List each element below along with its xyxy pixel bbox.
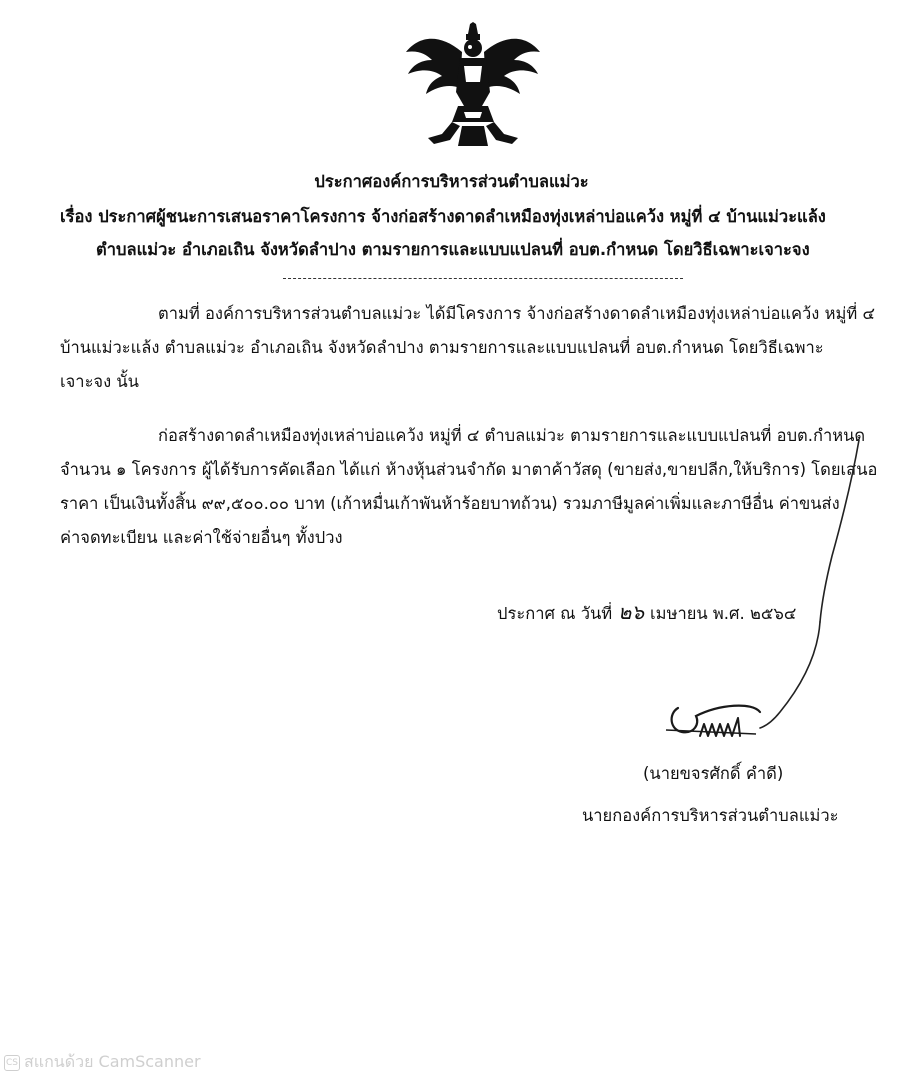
paragraph-2-line-4: ค่าจดทะเบียน และค่าใช้จ่ายอื่นๆ ทั้งปวง [60, 528, 343, 547]
paragraph-2-line-3: ราคา เป็นเงินทั้งสิ้น ๙๙,๕๐๐.๐๐ บาท (เก้าหมื่นเก้าพันห้าร้อยบาทถ้วน) รวมภาษีมูลค่าเพิ่มและภาษีอื่น ค่าขนส่ง [60, 494, 840, 513]
paragraph-1-line-3: เจาะจง นั้น [60, 372, 139, 391]
signature-mark [660, 688, 780, 748]
paragraph-2-line-1: ก่อสร้างดาดลำเหมืองทุ่งเหล่าบ่อแคว้ง หมู่ที่ ๔ ตำบลแม่วะ ตามรายการและแบบแปลนที่ อบต.กำหนด [158, 426, 866, 445]
org-title: ประกาศองค์การบริหารส่วนตำบลแม่วะ [314, 172, 589, 191]
scanner-watermark [4, 1050, 201, 1075]
camscanner-logo-icon: CS [4, 1055, 20, 1071]
subject-line-1: เรื่อง ประกาศผู้ชนะการเสนอราคาโครงการ จ้างก่อสร้างดาดลำเหมืองทุ่งเหล่าบ่อแคว้ง หมู่ที่ ๔ บ้านแม่วะแล้ง [60, 207, 826, 226]
paragraph-1-line-1: ตามที่ องค์การบริหารส่วนตำบลแม่วะ ได้มีโครงการ จ้างก่อสร้างดาดลำเหมืองทุ่งเหล่าบ่อแคว้ง หมู่ที่ ๔ [158, 304, 875, 323]
subject-line-2: ตำบลแม่วะ อำเภอเถิน จังหวัดลำปาง ตามรายการและแบบแปลนที่ อบต.กำหนด โดยวิธีเฉพาะเจาะจง [96, 240, 810, 259]
garuda-emblem [398, 22, 548, 152]
announcement-date [497, 600, 796, 626]
paragraph-2-line-2: จำนวน ๑ โครงการ ผู้ได้รับการคัดเลือก ได้แก่ ห้างหุ้นส่วนจำกัด มาตาค้าวัสดุ (ขายส่ง,ขายปลีก,ให้บริการ) โดยเสนอ [60, 460, 878, 479]
date-day-handwritten: ๒๖ [618, 600, 645, 624]
signatory-position: นายกองค์การบริหารส่วนตำบลแม่วะ [582, 806, 839, 825]
signatory-name: (นายขจรศักดิ์ คำดี) [643, 764, 784, 783]
separator-dashes [283, 278, 683, 279]
date-prefix: ประกาศ ณ วันที่ [497, 604, 613, 623]
watermark-text: สแกนด้วย CamScanner [24, 1052, 201, 1071]
date-suffix: เมษายน พ.ศ. ๒๕๖๔ [650, 604, 797, 623]
paragraph-1-line-2: บ้านแม่วะแล้ง ตำบลแม่วะ อำเภอเถิน จังหวัดลำปาง ตามรายการและแบบแปลนที่ อบต.กำหนด โดยวิธีเฉพาะ [60, 338, 824, 357]
